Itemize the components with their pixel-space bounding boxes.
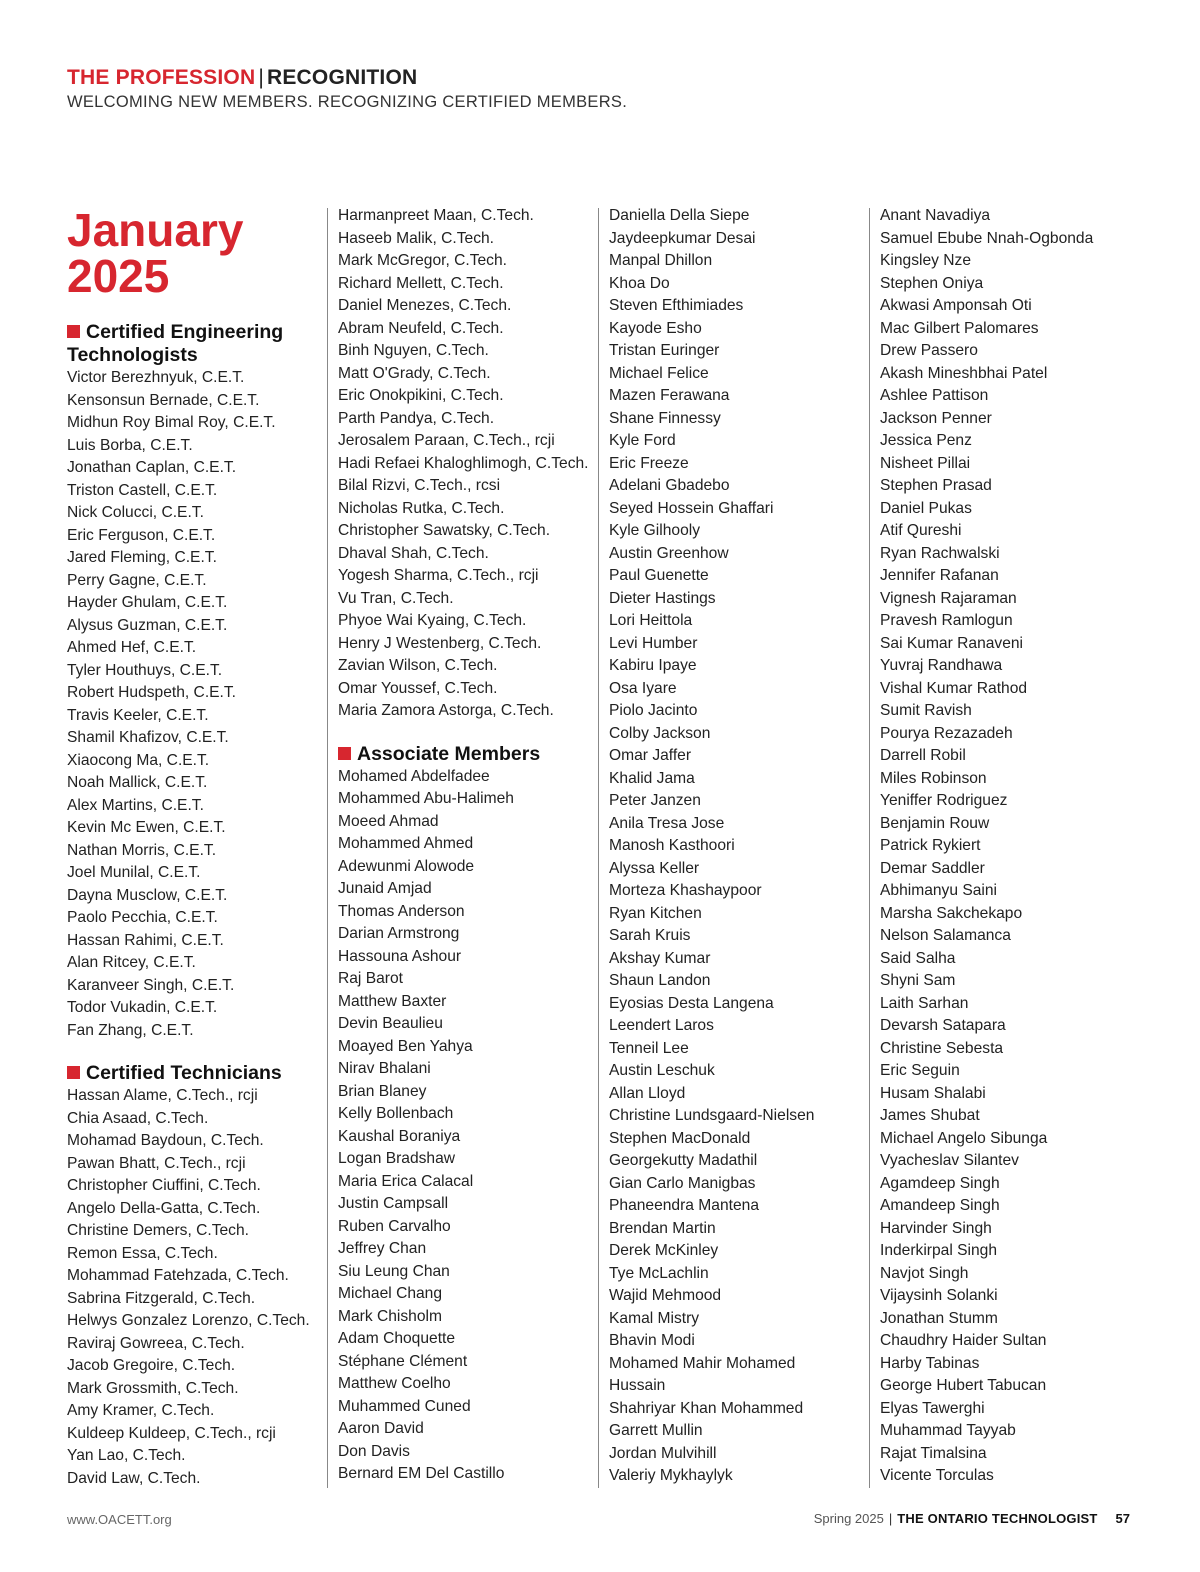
member-name: Inderkirpal Singh — [880, 1242, 998, 1259]
column-1 — [67, 205, 317, 1490]
member-name: Jacob Gregoire, C.Tech. — [67, 1357, 236, 1374]
member-name: Darrell Robil — [880, 747, 966, 764]
cet-list — [67, 367, 317, 1042]
member-name: Georgekutty Madathil — [609, 1152, 758, 1169]
page-header — [67, 66, 627, 112]
member-name: Gian Carlo Manigbas — [609, 1174, 756, 1192]
member-name: Yuvraj Randhawa — [880, 657, 1003, 674]
member-name: Dayna Musclow, C.E.T. — [67, 886, 228, 904]
member-name: Hadi Refaei Khaloghlimogh, C.Tech. — [338, 454, 589, 472]
footer-info — [814, 1511, 1130, 1526]
member-name: Adam Choquette — [338, 1330, 456, 1347]
member-name: Jackson Penner — [880, 409, 992, 427]
member-name: Stephen Prasad — [880, 477, 992, 494]
member-name: Hassan Alame, C.Tech., rcji — [67, 1087, 258, 1104]
member-name: Darian Armstrong — [338, 925, 460, 942]
member-name: Jeffrey Chan — [338, 1240, 427, 1257]
member-name: Richard Mellett, C.Tech. — [338, 274, 504, 292]
member-name: Miles Robinson — [880, 769, 987, 787]
member-name: Michael Chang — [338, 1285, 443, 1302]
member-name: Omar Jaffer — [609, 747, 692, 764]
associate-heading — [338, 743, 593, 766]
member-name: Jonathan Caplan, C.E.T. — [67, 459, 237, 476]
header-title — [67, 66, 627, 90]
member-name: Mohammad Fatehzada, C.Tech. — [67, 1267, 289, 1284]
ctech-list — [67, 1085, 317, 1490]
member-name: Siu Leung Chan — [338, 1262, 450, 1280]
member-name: Michael Felice — [609, 364, 709, 382]
member-name: Vignesh Rajaraman — [880, 589, 1017, 607]
member-name: Tristan Euringer — [609, 342, 720, 359]
member-name: Perry Gagne, C.E.T. — [67, 571, 207, 589]
footer-website: www.OACETT.org — [67, 1512, 172, 1527]
member-name: Thomas Anderson — [338, 902, 465, 920]
member-name: Harvinder Singh — [880, 1219, 992, 1237]
member-name: Ruben Carvalho — [338, 1217, 451, 1235]
member-name: Ryan Rachwalski — [880, 544, 1000, 562]
member-name: Kuldeep Kuldeep, C.Tech., rcji — [67, 1424, 276, 1442]
column-divider — [869, 208, 870, 1488]
member-name: Hayder Ghulam, C.E.T. — [67, 594, 228, 611]
member-name: Stephen Oniya — [880, 274, 984, 292]
member-name: Raviraj Gowreea, C.Tech. — [67, 1334, 245, 1352]
member-name: Demar Saddler — [880, 859, 985, 877]
member-name: Nathan Morris, C.E.T. — [67, 841, 217, 859]
member-name: Raj Barot — [338, 970, 404, 987]
member-name: Ahmed Hef, C.E.T. — [67, 639, 197, 656]
page-number: 57 — [1115, 1511, 1130, 1526]
member-name: Nick Colucci, C.E.T. — [67, 504, 204, 521]
member-name: Alan Ritcey, C.E.T. — [67, 954, 196, 971]
member-name: Akshay Kumar — [609, 949, 711, 967]
member-name: Manpal Dhillon — [609, 252, 713, 269]
member-name: Jared Fleming, C.E.T. — [67, 549, 217, 566]
member-name: Laith Sarhan — [880, 994, 969, 1012]
member-name: Tyler Houthuys, C.E.T. — [67, 661, 223, 679]
member-name: Kensonsun Bernade, C.E.T. — [67, 391, 260, 409]
member-name: Maria Zamora Astorga, C.Tech. — [338, 702, 554, 719]
member-name: Abhimanyu Saini — [880, 882, 998, 899]
member-name: Adelani Gbadebo — [609, 477, 730, 494]
member-name: Said Salha — [880, 949, 956, 967]
member-name: Navjot Singh — [880, 1264, 969, 1282]
member-name: Alex Martins, C.E.T. — [67, 796, 204, 814]
member-name: Allan Lloyd — [609, 1084, 686, 1102]
member-name: Matthew Coelho — [338, 1375, 451, 1392]
ctech-list-continued — [338, 205, 593, 723]
member-name: Eyosias Desta Langena — [609, 994, 774, 1012]
member-name: Noah Mallick, C.E.T. — [67, 774, 208, 791]
member-name: Parth Pandya, C.Tech. — [338, 409, 495, 427]
red-square-icon — [67, 325, 80, 338]
member-name: Binh Nguyen, C.Tech. — [338, 342, 489, 359]
member-name: David Law, C.Tech. — [67, 1469, 201, 1487]
member-name: Kevin Mc Ewen, C.E.T. — [67, 819, 226, 836]
member-name: Mark McGregor, C.Tech. — [338, 252, 507, 269]
member-name: Jordan Mulvihill — [609, 1444, 717, 1462]
member-name: Hassan Rahimi, C.E.T. — [67, 931, 224, 949]
member-name: Christine Sebesta — [880, 1039, 1004, 1057]
member-name: Lori Heittola — [609, 612, 693, 629]
member-name: Omar Youssef, C.Tech. — [338, 679, 498, 697]
member-name: Shaun Landon — [609, 972, 711, 989]
member-name: Joel Munilal, C.E.T. — [67, 864, 201, 881]
member-name: Amy Kramer, C.Tech. — [67, 1402, 215, 1419]
member-name: Stephen MacDonald — [609, 1129, 751, 1147]
member-name: Remon Essa, C.Tech. — [67, 1244, 218, 1262]
member-name: Christine Demers, C.Tech. — [67, 1222, 249, 1239]
member-name: Adewunmi Alowode — [338, 857, 475, 875]
member-name: Mac Gilbert Palomares — [880, 319, 1039, 337]
member-name: Mohammed Ahmed — [338, 835, 474, 852]
associate-title: Associate Members — [357, 742, 541, 765]
member-name: Jennifer Rafanan — [880, 567, 999, 584]
member-name: Matthew Baxter — [338, 992, 447, 1010]
member-name: Daniel Pukas — [880, 499, 972, 517]
member-name: Maria Erica Calacal — [338, 1172, 474, 1190]
member-name: Austin Leschuk — [609, 1062, 715, 1079]
footer-publication: THE ONTARIO TECHNOLOGIST — [897, 1511, 1098, 1526]
member-name: Eric Seguin — [880, 1062, 960, 1079]
member-name: Midhun Roy Bimal Roy, C.E.T. — [67, 414, 276, 431]
member-name: Dieter Hastings — [609, 589, 716, 607]
month-heading — [67, 204, 317, 302]
member-name: Shyni Sam — [880, 972, 956, 989]
member-name: Yogesh Sharma, C.Tech., rcji — [338, 567, 539, 584]
member-name: Marsha Sakchekapo — [880, 904, 1023, 922]
member-name: Triston Castell, C.E.T. — [67, 481, 218, 499]
member-name: Levi Humber — [609, 634, 698, 652]
member-name: Kamal Mistry — [609, 1309, 700, 1327]
member-name: Devin Beaulieu — [338, 1015, 443, 1032]
member-name: Eric Ferguson, C.E.T. — [67, 526, 216, 544]
member-name: Vu Tran, C.Tech. — [338, 589, 454, 607]
member-name: Paul Guenette — [609, 567, 709, 584]
member-name: Phyoe Wai Kyaing, C.Tech. — [338, 612, 527, 629]
footer-separator: | — [888, 1511, 893, 1526]
spacer — [338, 723, 593, 743]
month-name: January — [67, 204, 244, 256]
member-name: Piolo Jacinto — [609, 702, 698, 719]
member-name: Hussain — [609, 1377, 666, 1394]
member-name: Nisheet Pillai — [880, 454, 971, 472]
member-name: Angelo Della-Gatta, C.Tech. — [67, 1199, 261, 1217]
section-label: THE PROFESSION — [67, 66, 256, 89]
member-name: James Shubat — [880, 1107, 980, 1124]
member-name: Zavian Wilson, C.Tech. — [338, 657, 498, 674]
header-divider: | — [258, 66, 264, 89]
member-name: Shane Finnessy — [609, 409, 721, 427]
member-name: Kyle Ford — [609, 432, 676, 449]
member-name: Todor Vukadin, C.E.T. — [67, 999, 218, 1016]
member-name: Morteza Khashaypoor — [609, 882, 762, 899]
member-name: Daniel Menezes, C.Tech. — [338, 297, 512, 314]
member-name: Kabiru Ipaye — [609, 657, 697, 674]
member-name: Valeriy Mykhaylyk — [609, 1467, 733, 1484]
member-name: Robert Hudspeth, C.E.T. — [67, 684, 237, 701]
member-name: Xiaocong Ma, C.E.T. — [67, 751, 210, 769]
member-name: Mohamed Mahir Mohamed — [609, 1354, 796, 1372]
ctech-title: Certified Technicians — [86, 1062, 282, 1084]
member-name: Jessica Penz — [880, 432, 972, 449]
member-name: Christopher Sawatsky, C.Tech. — [338, 522, 551, 539]
member-name: Karanveer Singh, C.E.T. — [67, 976, 235, 994]
member-name: Patrick Rykiert — [880, 837, 981, 854]
member-name: Dhaval Shah, C.Tech. — [338, 544, 489, 562]
member-name: Mark Grossmith, C.Tech. — [67, 1379, 239, 1397]
member-name: Benjamin Rouw — [880, 814, 990, 832]
member-name: Bhavin Modi — [609, 1332, 695, 1349]
member-name: Jaydeepkumar Desai — [609, 229, 756, 247]
member-name: Leendert Laros — [609, 1017, 714, 1034]
member-name: Don Davis — [338, 1442, 410, 1460]
member-name: Travis Keeler, C.E.T. — [67, 706, 209, 724]
member-name: Pravesh Ramlogun — [880, 612, 1013, 629]
member-name: Nirav Bhalani — [338, 1060, 431, 1077]
member-name: Sumit Ravish — [880, 702, 972, 719]
member-name: Christine Lundsgaard-Nielsen — [609, 1107, 815, 1124]
member-name: Ryan Kitchen — [609, 904, 702, 922]
member-name: Devarsh Satapara — [880, 1017, 1006, 1034]
member-name: Justin Campsall — [338, 1195, 449, 1212]
member-name: Nicholas Rutka, C.Tech. — [338, 499, 505, 517]
member-name: Kayode Esho — [609, 319, 702, 337]
member-name: Vishal Kumar Rathod — [880, 679, 1028, 697]
member-name: Seyed Hossein Ghaffari — [609, 499, 774, 517]
member-name: Derek McKinley — [609, 1242, 719, 1259]
member-name: Helwys Gonzalez Lorenzo, C.Tech. — [67, 1312, 310, 1329]
member-name: Aaron David — [338, 1420, 424, 1437]
member-name: Eric Onokpikini, C.Tech. — [338, 387, 504, 404]
member-name: Wajid Mehmood — [609, 1287, 722, 1304]
member-name: Junaid Amjad — [338, 880, 432, 897]
member-name: Kaushal Boraniya — [338, 1127, 461, 1145]
member-name: Akash Mineshbhai Patel — [880, 364, 1048, 382]
member-name: Atif Qureshi — [880, 522, 962, 539]
member-name: Moayed Ben Yahya — [338, 1037, 473, 1055]
member-name: Tye McLachlin — [609, 1264, 709, 1282]
member-name: Yan Lao, C.Tech. — [67, 1447, 186, 1464]
member-name: Paolo Pecchia, C.E.T. — [67, 909, 218, 926]
ctech-heading — [67, 1062, 317, 1085]
member-name: Harmanpreet Maan, C.Tech. — [338, 207, 534, 224]
column-divider — [327, 208, 328, 1488]
red-square-icon — [338, 747, 351, 760]
member-name: Amandeep Singh — [880, 1197, 1000, 1214]
member-name: Tenneil Lee — [609, 1039, 689, 1057]
associate-list-continued — [880, 205, 1140, 1488]
member-name: Logan Bradshaw — [338, 1150, 456, 1167]
member-name: Muhammed Cuned — [338, 1397, 471, 1415]
column-divider — [598, 208, 599, 1488]
spacer — [67, 1042, 317, 1062]
member-name: Colby Jackson — [609, 724, 711, 742]
member-name: Stéphane Clément — [338, 1352, 468, 1370]
associate-list-continued — [609, 205, 864, 1488]
member-name: Elyas Tawerghi — [880, 1399, 985, 1417]
member-name: Mohamed Abdelfadee — [338, 767, 490, 785]
red-square-icon — [67, 1066, 80, 1079]
member-name: Manosh Kasthoori — [609, 837, 735, 854]
member-name: Sai Kumar Ranaveni — [880, 634, 1024, 652]
member-name: Sarah Kruis — [609, 927, 691, 944]
cet-title: Certified Engineering Technologists — [67, 321, 284, 366]
topic-label: RECOGNITION — [266, 66, 418, 89]
member-name: Haseeb Malik, C.Tech. — [338, 229, 494, 247]
member-name: Akwasi Amponsah Oti — [880, 297, 1032, 314]
member-name: Nelson Salamanca — [880, 927, 1011, 944]
member-name: Shahriyar Khan Mohammed — [609, 1399, 804, 1417]
member-name: Kingsley Nze — [880, 252, 972, 269]
member-name: Mohammed Abu-Halimeh — [338, 790, 514, 807]
member-name: Garrett Mullin — [609, 1422, 703, 1439]
member-name: Drew Passero — [880, 342, 978, 359]
member-name: Kelly Bollenbach — [338, 1105, 454, 1122]
member-name: Harby Tabinas — [880, 1354, 980, 1372]
member-name: Alysus Guzman, C.E.T. — [67, 616, 228, 634]
member-name: Rajat Timalsina — [880, 1444, 987, 1462]
member-name: Bilal Rizvi, C.Tech., rcsi — [338, 477, 501, 494]
member-name: Eric Freeze — [609, 454, 689, 472]
member-name: Ashlee Pattison — [880, 387, 989, 404]
member-name: Christopher Ciuffini, C.Tech. — [67, 1177, 261, 1194]
member-name: Yeniffer Rodriguez — [880, 792, 1008, 809]
member-name: Muhammad Tayyab — [880, 1422, 1016, 1439]
member-name: Victor Berezhnyuk, C.E.T. — [67, 369, 245, 386]
member-name: Vicente Torculas — [880, 1467, 994, 1484]
member-name: Vyacheslav Silantev — [880, 1152, 1019, 1169]
member-name: Chia Asaad, C.Tech. — [67, 1109, 209, 1127]
member-name: Shamil Khafizov, C.E.T. — [67, 729, 229, 746]
member-name: Khalid Jama — [609, 769, 695, 787]
member-name: Hassouna Ashour — [338, 947, 462, 965]
member-name: Jerosalem Paraan, C.Tech., rcji — [338, 432, 555, 449]
member-name: George Hubert Tabucan — [880, 1377, 1047, 1394]
member-name: Fan Zhang, C.E.T. — [67, 1021, 194, 1039]
member-name: Jonathan Stumm — [880, 1309, 998, 1327]
member-name: Brian Blaney — [338, 1082, 427, 1100]
member-name: Brendan Martin — [609, 1219, 716, 1237]
member-name: Pourya Rezazadeh — [880, 724, 1013, 742]
member-name: Mark Chisholm — [338, 1307, 442, 1325]
member-name: Kyle Gilhooly — [609, 522, 701, 539]
member-name: Austin Greenhow — [609, 544, 729, 562]
column-4 — [880, 205, 1140, 1488]
associate-list — [338, 766, 593, 1486]
cet-heading — [67, 321, 317, 367]
member-name: Anant Navadiya — [880, 207, 991, 224]
member-name: Michael Angelo Sibunga — [880, 1129, 1048, 1147]
member-name: Luis Borba, C.E.T. — [67, 436, 193, 454]
member-name: Khoa Do — [609, 274, 670, 292]
member-name: Bernard EM Del Castillo — [338, 1465, 505, 1482]
member-name: Peter Janzen — [609, 792, 701, 809]
member-name: Mohamad Baydoun, C.Tech. — [67, 1132, 264, 1149]
column-2 — [338, 205, 593, 1486]
member-name: Vijaysinh Solanki — [880, 1287, 998, 1304]
member-name: Husam Shalabi — [880, 1084, 986, 1102]
member-name: Henry J Westenberg, C.Tech. — [338, 634, 542, 652]
member-name: Alyssa Keller — [609, 859, 700, 877]
member-name: Agamdeep Singh — [880, 1174, 1000, 1192]
member-name: Samuel Ebube Nnah-Ogbonda — [880, 229, 1094, 247]
member-name: Chaudhry Haider Sultan — [880, 1332, 1047, 1349]
footer-issue: Spring 2025 — [813, 1511, 884, 1526]
member-name: Phaneendra Mantena — [609, 1197, 759, 1214]
member-name: Sabrina Fitzgerald, C.Tech. — [67, 1289, 256, 1307]
member-name: Matt O'Grady, C.Tech. — [338, 364, 491, 382]
member-name: Abram Neufeld, C.Tech. — [338, 319, 504, 337]
member-name: Pawan Bhatt, C.Tech., rcji — [67, 1154, 246, 1172]
member-name: Daniella Della Siepe — [609, 207, 750, 224]
member-name: Mazen Ferawana — [609, 387, 730, 404]
header-subtitle: WELCOMING NEW MEMBERS. RECOGNIZING CERTIFIED MEMBERS. — [67, 93, 628, 111]
member-name: Steven Efthimiades — [609, 297, 744, 314]
member-name: Anila Tresa Jose — [609, 814, 725, 832]
month-year: 2025 — [67, 250, 170, 302]
member-name: Osa Iyare — [609, 679, 677, 697]
column-3 — [609, 205, 864, 1488]
member-name: Moeed Ahmad — [338, 812, 439, 830]
